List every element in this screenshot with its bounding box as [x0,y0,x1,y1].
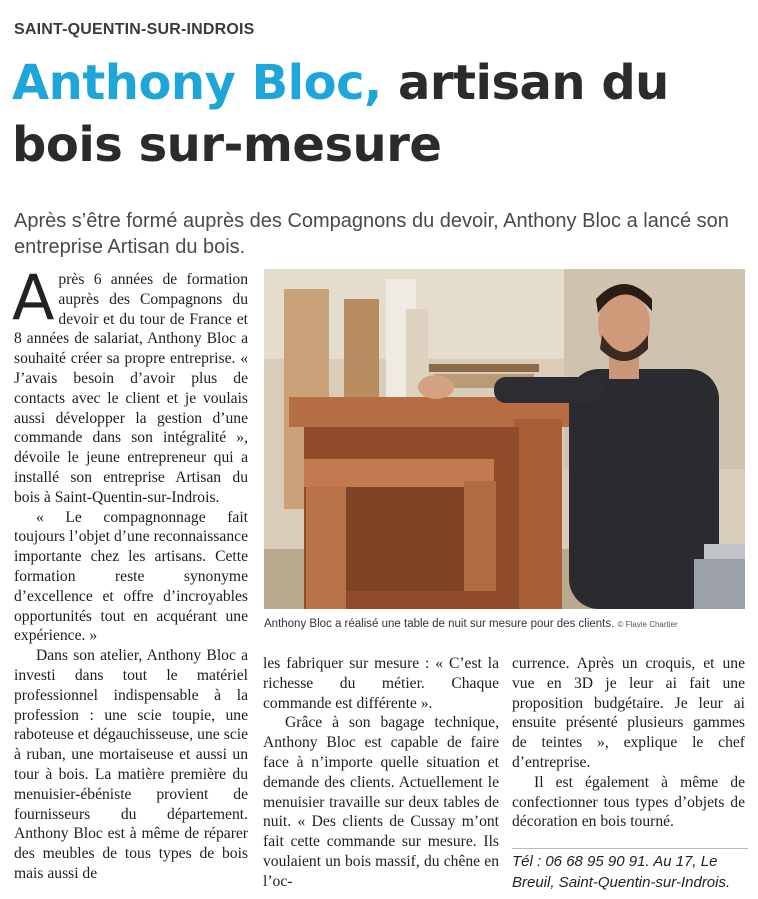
paragraph-4: les fabriquer sur mesure : « C’est la richesse du métier. Chaque commande est différente ». [263,655,499,712]
paragraph-2: « Le compagnonnage fait toujours l’objet d’une reconnaissance importante chez les artisans. Cette formation reste synonyme d’excellence et offre d’incroyables opportunités tout en acquérant une expérience. » [14,508,248,645]
kicker-location: SAINT-QUENTIN-SUR-INDROIS [14,21,255,38]
article-column-3 [512,654,745,832]
dropcap: A [12,261,55,334]
paragraph-3: Dans son atelier, Anthony Bloc a investi dans tout le matériel professionnel indispensable à la profession : une scie toupie, une raboteuse et dégauchisseuse, une scie à ruban, une mortaiseuse et aussi un tour à bois. La matière première du menuisier-ébéniste provient de fournisseurs du département. Anthony Bloc est à même de réparer des meubles de tous types de bois mais aussi de [14,647,248,882]
paragraph-5: Grâce à son bagage technique, Anthony Bloc est capable de faire face à n’importe quelle situation et demande des clients. Actuellement le menuisier travaille sur deux tables de nuit. « Des clients de Cussay m’ont fait cette commande sur mesure. Ils voulaient un bois massif, du chêne en l’oc- [263,714,499,890]
article-column-1 [12,261,248,884]
article-photo [264,269,745,609]
caption-credit: © Flavie Chartier [617,620,678,629]
headline-rest: artisan du bois sur-mesure [12,55,669,173]
contact-divider [512,848,748,849]
workshop-photo-illustration [264,269,745,609]
headline-name: Anthony Bloc, [12,55,382,111]
standfirst: Après s’être formé auprès des Compagnons du devoir, Anthony Bloc a lancé son entreprise Artisan du bois. [14,210,729,258]
article-column-2 [263,654,499,892]
paragraph-1-text: près 6 années de formation auprès des Compagnons du devoir et du tour de France et 8 années de salariat, Anthony Bloc a souhaité créer sa propre entreprise. « J’avais besoin d’avoir plus de contacts avec le client et je voulais aussi développer la gestion d’une commande dans son intégralité », dévoile le jeune entrepreneur qui a installé son entreprise Artisan du bois à Saint-Quentin-sur-Indrois. [14,271,248,506]
photo-caption [264,615,748,634]
caption-text: Anthony Bloc a réalisé une table de nuit sur mesure pour des clients. [264,618,615,630]
paragraph-1 [12,261,248,508]
paragraph-7: Il est également à même de confectionner tous types d’objets de décoration en bois tourné. [512,773,745,831]
headline [12,52,748,176]
contact-info: Tél : 06 68 95 90 91. Au 17, Le Breuil, Saint-Quentin-sur-Indrois. [512,853,731,891]
paragraph-6: currence. Après un croquis, et une vue en 3D je leur ai fait une proposition budgétaire. Je leur ai ensuite présenté plusieurs gammes de teintes », explique le chef d’entreprise. [512,655,745,771]
